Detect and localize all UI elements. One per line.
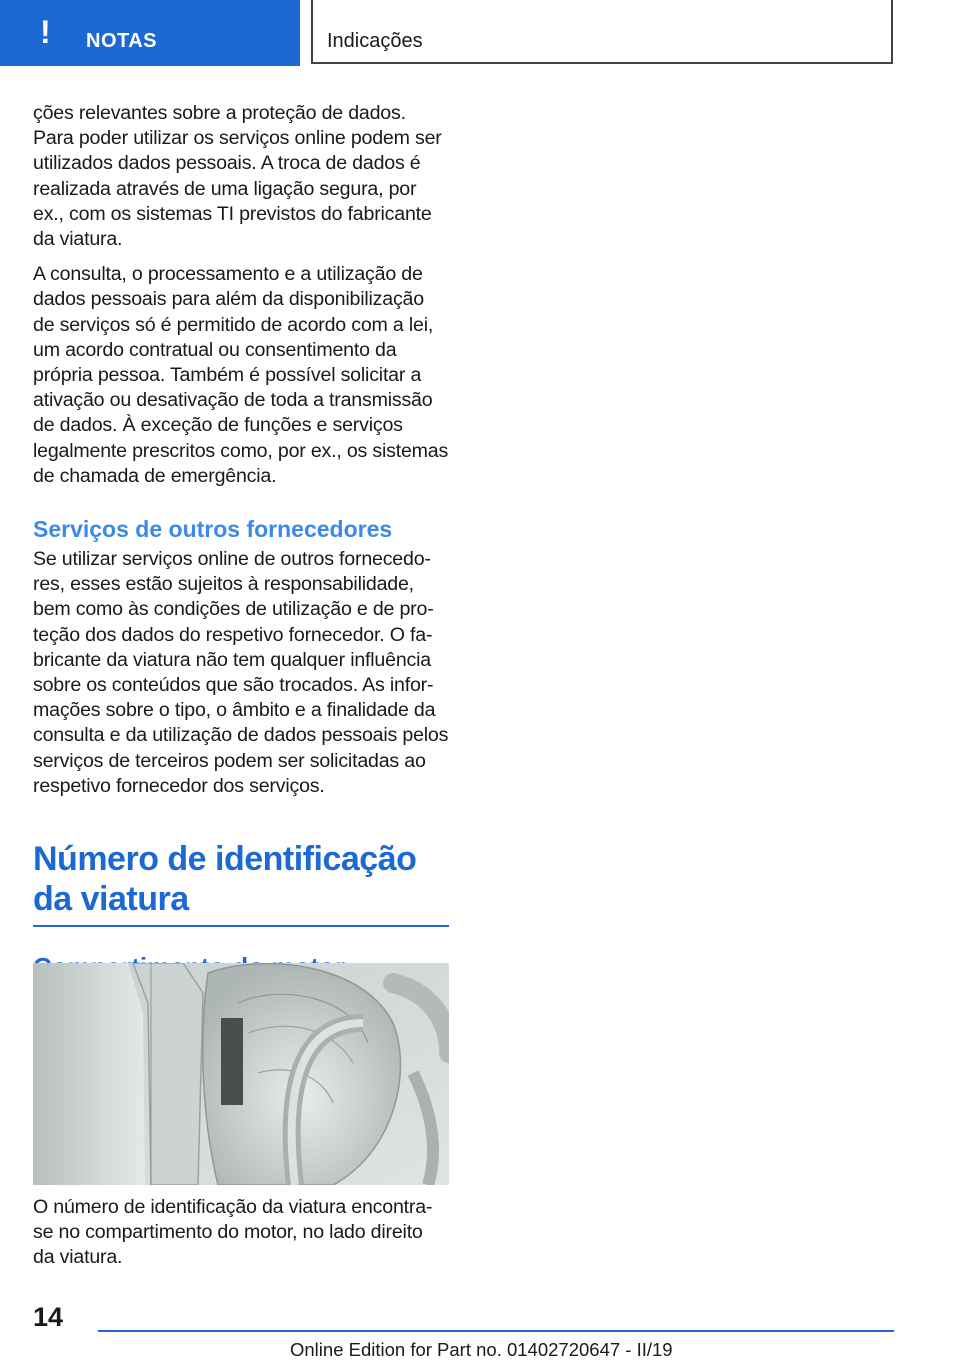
section-tab-label: Indicações: [327, 30, 423, 52]
subheading-third-party-services: Serviços de outros fornecedores: [33, 516, 393, 543]
image-caption: O número de identificação da viatura encontra-se no compartimento do motor, no lado direito da viatura.: [33, 1196, 433, 1269]
paragraph-third-party-services: Se utilizar serviços online de outros fornecedores, esses estão sujeitos à responsabilidade, bem como às condições de utilização e de proteção dos dados do respetivo fornecedor. O fabricante da viatura não tem qualquer influência sobre os conteúdos que são trocados. As informações sobre o tipo, o âmbito e a finalidade da consulta e da utilização de dados pessoais pelos serviços de terceiros podem ser solicitadas ao respetivo fornecedor dos serviços.: [33, 548, 449, 797]
chapter-heading: Número de identificação da viatura: [33, 839, 449, 927]
engine-compartment-image: [33, 963, 449, 1185]
main-column: [33, 101, 449, 983]
footer-edition: Online Edition for Part no. 01402720647 - II/19: [290, 1339, 673, 1360]
page-number: 14: [33, 1302, 64, 1332]
exclamation-icon: !: [40, 14, 51, 50]
page-header: [0, 0, 960, 66]
notes-tab: [0, 0, 300, 66]
footer-divider: [98, 1330, 894, 1332]
section-tab: [311, 0, 893, 64]
notes-tab-label: NOTAS: [86, 30, 158, 52]
paragraph-data-protection: ções relevantes sobre a proteção de dados. Para poder utilizar os serviços online podem ser utilizados dados pessoais. A troca de dados é realizada através de uma ligação segura, por ex., com os sistemas TI previstos do fabricante da viatura.: [33, 102, 442, 251]
paragraph-personal-data: A consulta, o processamento e a utilização de dados pessoais para além da disponibilização de serviços só é permitido de acordo com a lei, um acordo contratual ou consentimento da própria pessoa. Também é possível solicitar a ativação ou desativação de toda a transmissão de dados. À exceção de funções e serviços legalmente prescritos como, por ex., os sistemas de chamada de emergência.: [33, 263, 449, 487]
